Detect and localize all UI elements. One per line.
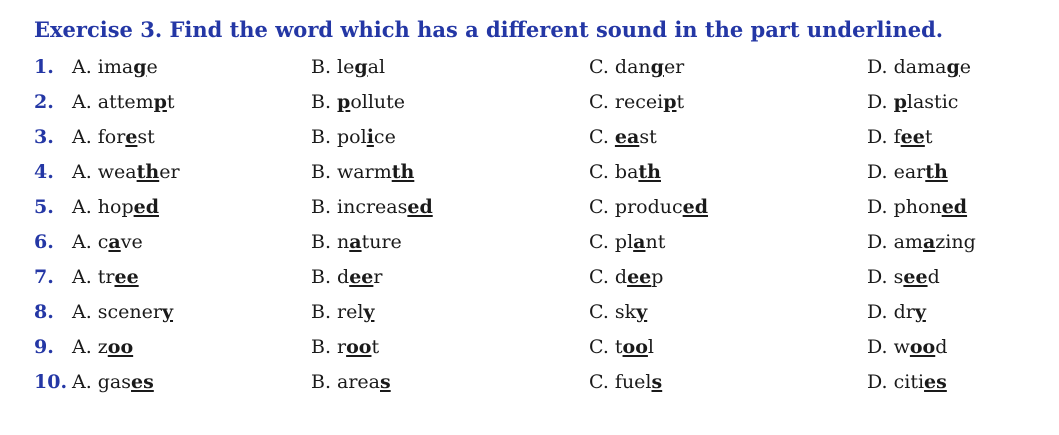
question-number: 2. [34,91,54,113]
underlined-part: oo [909,336,936,358]
underlined-part: ee [627,266,652,288]
option-letter: A. [72,371,92,393]
underlined-part: p [893,91,907,113]
underlined-part: ee [900,126,925,148]
option-letter: A. [72,196,92,218]
word-part-before: citi [893,371,925,393]
word-part-after: al [367,56,386,78]
underlined-part: oo [622,336,648,358]
option-d [867,225,976,260]
option-d [867,365,947,400]
word-part-before: attem [97,91,154,113]
word-part-before: pol [337,126,367,148]
option-letter: B. [311,301,332,323]
option-a [72,190,159,225]
underlined-part: g [133,56,147,78]
underlined-part: g [946,56,960,78]
question-number: 6. [34,231,54,253]
option-d [867,50,971,85]
underlined-part: y [363,301,375,323]
underlined-part: ed [941,196,968,218]
option-letter: D. [867,301,888,323]
underlined-part: oo [346,336,372,358]
underlined-part: g [650,56,664,78]
option-letter: A. [72,231,92,253]
underlined-part: y [636,301,648,323]
option-letter: C. [589,56,609,78]
underlined-part: ee [349,266,374,288]
word-part-before: produc [614,196,683,218]
option-a [72,295,173,330]
word-part-after: st [639,126,657,148]
option-a [72,365,154,400]
word-part-before: ba [614,161,639,183]
word-part-after: st [137,126,155,148]
option-letter: D. [867,91,888,113]
exercise-title: Exercise 3. Find the word which has a different sound in the part underlined. [34,17,944,42]
word-part-before: for [97,126,126,148]
question-row [0,365,1059,400]
word-part-after: t [676,91,685,113]
option-letter: B. [311,196,332,218]
option-letter: C. [589,336,609,358]
question-row [0,155,1059,190]
option-letter: D. [867,126,888,148]
word-part-before: phon [893,196,942,218]
word-part-before: warm [337,161,392,183]
word-part-before: s [893,266,904,288]
option-d [867,85,958,120]
question-row [0,50,1059,85]
underlined-part: ea [614,126,640,148]
option-letter: A. [72,91,92,113]
option-a [72,330,133,365]
word-part-before: w [893,336,910,358]
option-c [589,365,662,400]
word-part-before: dr [893,301,915,323]
word-part-after: d [935,336,948,358]
option-b [311,225,402,260]
option-a [72,225,143,260]
word-part-after: ollute [350,91,406,113]
option-a [72,85,175,120]
option-letter: A. [72,266,92,288]
option-d [867,260,940,295]
word-part-after: e [959,56,971,78]
underlined-part: ed [682,196,709,218]
underlined-part: a [922,231,936,253]
word-part-before: dama [893,56,947,78]
underlined-part: ed [133,196,159,218]
option-b [311,120,396,155]
option-d [867,190,967,225]
option-a [72,260,139,295]
option-letter: C. [589,371,609,393]
option-b [311,50,385,85]
option-letter: A. [72,301,92,323]
option-letter: B. [311,336,332,358]
word-part-after: t [924,126,933,148]
underlined-part: p [337,91,351,113]
option-d [867,155,948,190]
underlined-part: th [136,161,160,183]
question-row [0,225,1059,260]
word-part-before: ear [893,161,926,183]
option-d [867,120,932,155]
word-part-after: p [651,266,664,288]
word-part-before: fuel [614,371,652,393]
question-number: 8. [34,301,54,323]
option-letter: D. [867,371,888,393]
option-b [311,365,391,400]
option-c [589,260,663,295]
word-part-after: t [166,91,175,113]
option-letter: C. [589,196,609,218]
word-part-after: l [647,336,654,358]
question-row [0,295,1059,330]
word-part-after: ve [120,231,143,253]
option-b [311,330,379,365]
word-part-before: wea [97,161,137,183]
underlined-part: s [651,371,663,393]
underlined-part: ee [114,266,139,288]
underlined-part: s [380,371,391,393]
word-part-before: scener [97,301,162,323]
option-a [72,120,155,155]
question-row [0,330,1059,365]
option-letter: A. [72,126,92,148]
word-part-before: gas [97,371,132,393]
underlined-part: es [924,371,947,393]
word-part-before: t [614,336,623,358]
word-part-before: ima [97,56,134,78]
option-b [311,260,382,295]
word-part-before: n [337,231,350,253]
option-letter: C. [589,266,609,288]
option-letter: B. [311,266,332,288]
question-number: 10. [34,371,68,393]
option-letter: A. [72,336,92,358]
underlined-part: y [161,301,174,323]
question-row [0,120,1059,155]
question-number: 4. [34,161,54,183]
option-letter: C. [589,231,609,253]
underlined-part: th [925,161,948,183]
question-list [0,50,1059,400]
option-letter: C. [589,91,609,113]
word-part-before: d [337,266,350,288]
option-letter: B. [311,126,332,148]
option-b [311,85,405,120]
option-letter: D. [867,56,888,78]
option-letter: A. [72,161,92,183]
underlined-part: ed [407,196,433,218]
option-c [589,85,684,120]
word-part-before: r [337,336,347,358]
word-part-before: d [614,266,628,288]
option-d [867,295,926,330]
word-part-after: lastic [906,91,959,113]
word-part-after: zing [935,231,976,253]
option-c [589,330,654,365]
underlined-part: th [391,161,415,183]
question-number: 1. [34,56,54,78]
underlined-part: e [125,126,138,148]
underlined-part: p [663,91,677,113]
option-b [311,155,414,190]
underlined-part: i [366,126,374,148]
word-part-before: dan [614,56,651,78]
question-number: 3. [34,126,54,148]
word-part-before: increas [337,196,408,218]
option-c [589,295,647,330]
word-part-before: area [337,371,380,393]
word-part-before: f [893,126,901,148]
underlined-part: p [153,91,167,113]
word-part-before: le [337,56,355,78]
word-part-after: er [663,56,685,78]
option-letter: C. [589,161,609,183]
word-part-before: am [893,231,923,253]
option-d [867,330,947,365]
word-part-after: ce [373,126,396,148]
option-letter: B. [311,91,332,113]
word-part-after: nt [645,231,666,253]
option-letter: B. [311,371,332,393]
option-letter: B. [311,161,332,183]
option-letter: A. [72,56,92,78]
word-part-before: c [97,231,109,253]
option-b [311,295,374,330]
underlined-part: a [633,231,646,253]
option-letter: B. [311,231,332,253]
underlined-part: a [349,231,362,253]
question-row [0,260,1059,295]
question-number: 9. [34,336,54,358]
word-part-before: tr [97,266,115,288]
option-letter: D. [867,231,888,253]
option-c [589,120,657,155]
word-part-before: pl [614,231,634,253]
word-part-after: r [373,266,383,288]
underlined-part: a [108,231,121,253]
option-letter: B. [311,56,332,78]
option-letter: D. [867,336,888,358]
option-c [589,190,708,225]
option-c [589,155,661,190]
option-c [589,50,684,85]
underlined-part: g [354,56,368,78]
option-c [589,225,665,260]
word-part-after: d [927,266,940,288]
word-part-after: ture [361,231,402,253]
option-letter: D. [867,196,888,218]
option-letter: C. [589,126,609,148]
underlined-part: y [914,301,926,323]
question-row [0,85,1059,120]
question-number: 5. [34,196,54,218]
option-letter: D. [867,161,888,183]
question-number: 7. [34,266,54,288]
word-part-before: z [97,336,108,358]
option-letter: C. [589,301,609,323]
option-letter: D. [867,266,888,288]
underlined-part: th [638,161,661,183]
underlined-part: es [131,371,154,393]
option-a [72,50,158,85]
word-part-after: t [371,336,380,358]
word-part-after: er [159,161,180,183]
word-part-before: rel [337,301,364,323]
word-part-after: e [146,56,158,78]
option-a [72,155,180,190]
question-row [0,190,1059,225]
word-part-before: recei [614,91,664,113]
underlined-part: oo [107,336,134,358]
word-part-before: hop [97,196,134,218]
option-b [311,190,433,225]
underlined-part: ee [903,266,928,288]
word-part-before: sk [614,301,637,323]
